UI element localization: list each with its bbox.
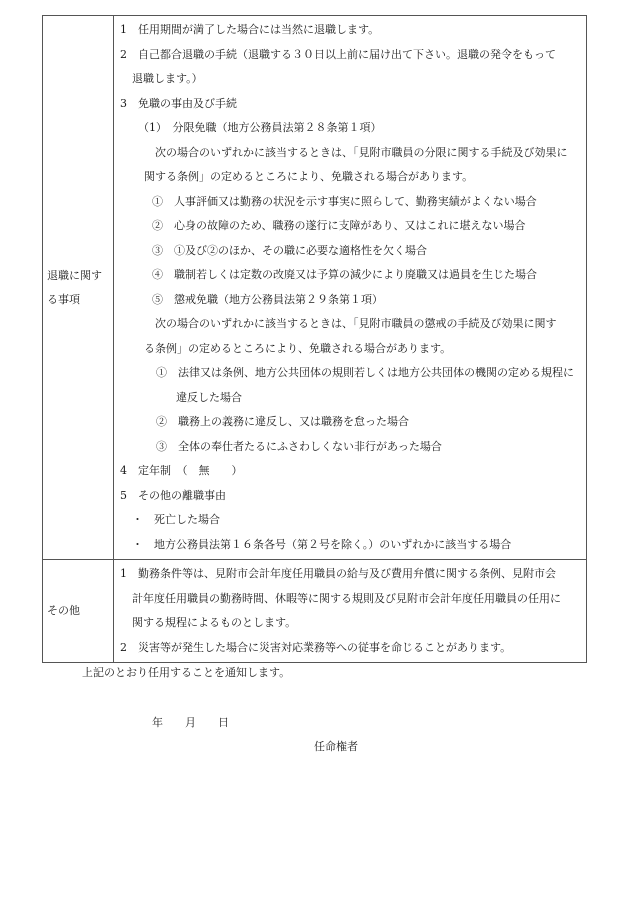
- content-line: る条例」の定めるところにより、免職される場合があります。: [144, 341, 452, 355]
- other-label: [43, 560, 114, 663]
- appointer-label: 任命権者: [314, 740, 358, 753]
- content-line: ② 職務上の義務に違反し、又は職務を怠った場合: [156, 415, 409, 428]
- closing-text: 上記のとおり任用することを通知します。: [82, 666, 291, 679]
- content-line: 関する規程によるものとします。: [132, 616, 297, 629]
- content-line: ・ 死亡した場合: [132, 513, 220, 526]
- content-line: 5 その他の離職事由: [120, 488, 226, 502]
- content-line: ① 法律又は条例、地方公共団体の規則若しくは地方公共団体の機関の定める規程に: [156, 366, 574, 379]
- content-line: 4 定年制 （ 無 ）: [120, 464, 243, 477]
- retirement-label: [43, 16, 114, 560]
- content-line: 3 免職の事由及び手続: [120, 96, 237, 110]
- label-line: る事項: [47, 292, 80, 306]
- date-line: 年 月 日: [152, 716, 229, 729]
- content-line: ③ ①及び②のほか、その職に必要な適格性を欠く場合: [152, 243, 427, 257]
- content-line: 計年度任用職員の勤務時間、休暇等に関する規則及び見附市会計年度任用職員の任用に: [132, 591, 561, 605]
- content-line: 2 自己都合退職の手続（退職する３０日以上前に届け出て下さい。退職の発令をもって: [120, 47, 556, 61]
- retirement-row: [43, 16, 587, 560]
- content-line: 退職します。）: [132, 72, 203, 85]
- terms-table: [42, 15, 587, 663]
- other-row: [43, 560, 587, 663]
- content-line: ① 人事評価又は勤務の状況を示す事実に照らして、勤務実績がよくない場合: [152, 194, 537, 208]
- retirement-content: [114, 16, 587, 560]
- content-line: ⑤ 懲戒免職（地方公務員法第２９条第１項）: [152, 292, 383, 306]
- content-line: （1） 分限免職（地方公務員法第２８条第１項）: [138, 121, 382, 134]
- label-line: その他: [47, 604, 80, 617]
- other-content: [114, 560, 587, 663]
- content-line: 次の場合のいずれかに該当するときは、「見附市職員の懲戒の手続及び効果に関す: [144, 317, 557, 330]
- content-line: 違反した場合: [176, 390, 242, 404]
- content-line: ・ 地方公務員法第１６条各号（第２号を除く。）のいずれかに該当する場合: [132, 537, 512, 551]
- content-line: 1 任用期間が満了した場合には当然に退職します。: [120, 23, 380, 36]
- content-line: 次の場合のいずれかに該当するときは、「見附市職員の分限に関する手続及び効果に: [144, 145, 568, 159]
- label-line: 退職に関す: [47, 268, 102, 282]
- content-line: 2 災害等が発生した場合に災害対応業務等への従事を命じることがあります。: [120, 640, 512, 654]
- content-line: ③ 全体の奉仕者たるにふさわしくない非行があった場合: [156, 439, 442, 453]
- content-line: ④ 職制若しくは定数の改廃又は予算の減少により廃職又は過員を生じた場合: [152, 268, 537, 281]
- content-line: 1 勤務条件等は、見附市会計年度任用職員の給与及び費用弁償に関する条例、見附市会: [120, 567, 556, 580]
- content-line: ② 心身の故障のため、職務の遂行に支障があり、又はこれに堪えない場合: [152, 219, 526, 232]
- content-line: 関する条例」の定めるところにより、免職される場合があります。: [144, 170, 474, 183]
